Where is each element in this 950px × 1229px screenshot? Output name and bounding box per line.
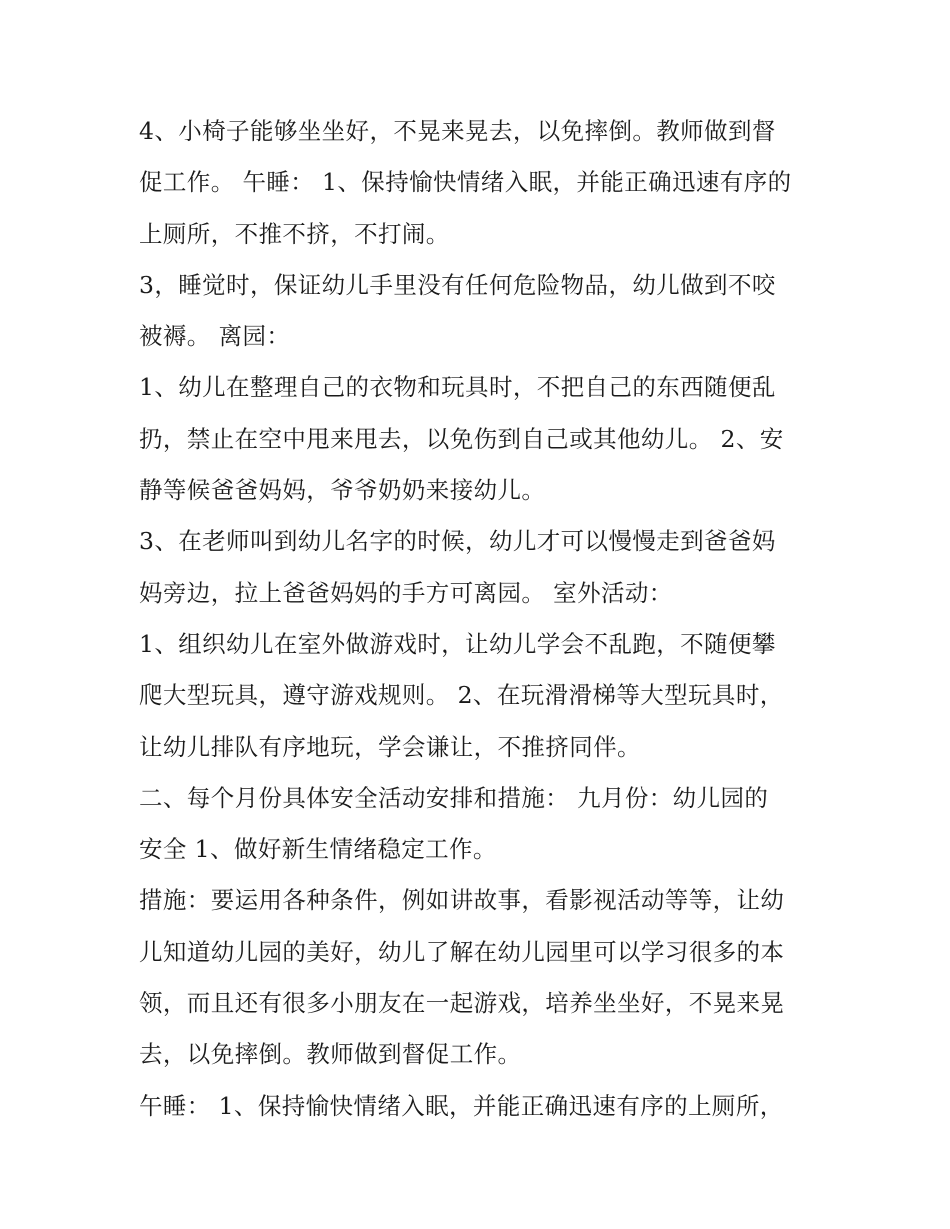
text-line: 1、组织幼儿在室外做游戏时，让幼儿学会不乱跑，不随便攀 bbox=[139, 629, 776, 658]
paragraph-5 bbox=[139, 619, 819, 773]
paragraph-2 bbox=[139, 260, 819, 363]
text-line: 扔，禁止在空中甩来甩去，以免伤到自己或其他幼儿。 2、安 bbox=[139, 424, 784, 453]
text-line: 让幼儿排队有序地玩，学会谦让，不推挤同伴。 bbox=[139, 732, 641, 761]
paragraph-8 bbox=[139, 1081, 819, 1132]
text-line: 妈旁边，拉上爸爸妈妈的手方可离园。 室外活动： bbox=[139, 578, 673, 607]
text-line: 去，以免摔倒。教师做到督促工作。 bbox=[139, 1040, 522, 1069]
text-line: 爬大型玩具，遵守游戏规则。 2、在玩滑滑梯等大型玩具时， bbox=[139, 681, 784, 710]
text-line: 4、小椅子能够坐坐好，不晃来晃去，以免摔倒。教师做到督 bbox=[139, 117, 776, 145]
text-line: 二、每个月份具体安全活动安排和措施： 九月份：幼儿园的 bbox=[139, 783, 769, 812]
document-body bbox=[139, 106, 819, 1132]
text-line: 上厕所，不推不挤，不打闹。 bbox=[139, 219, 450, 248]
text-line: 1、幼儿在整理自己的衣物和玩具时，不把自己的东西随便乱 bbox=[139, 373, 776, 402]
paragraph-1 bbox=[139, 106, 819, 260]
text-line: 被褥。 离园： bbox=[139, 322, 291, 351]
text-line: 安全 1、做好新生情绪稳定工作。 bbox=[139, 835, 497, 864]
paragraph-7 bbox=[139, 875, 819, 1080]
text-line: 儿知道幼儿园的美好，幼儿了解在幼儿园里可以学习很多的本 bbox=[139, 937, 785, 966]
text-line: 促工作。 午睡： 1、保持愉快情绪入眠，并能正确迅速有序的 bbox=[139, 168, 792, 197]
text-line: 午睡： 1、保持愉快情绪入眠，并能正确迅速有序的上厕所， bbox=[139, 1091, 784, 1120]
text-line: 领，而且还有很多小朋友在一起游戏，培养坐坐好，不晃来晃 bbox=[139, 989, 785, 1018]
text-line: 措施：要运用各种条件，例如讲故事，看影视活动等等，让幼 bbox=[139, 886, 785, 915]
text-line: 3、在老师叫到幼儿名字的时候，幼儿才可以慢慢走到爸爸妈 bbox=[139, 527, 776, 556]
text-line: 3，睡觉时，保证幼儿手里没有任何危险物品，幼儿做到不咬 bbox=[139, 270, 776, 299]
text-line: 静等候爸爸妈妈，爷爷奶奶来接幼儿。 bbox=[139, 476, 546, 505]
paragraph-3 bbox=[139, 362, 819, 516]
paragraph-6 bbox=[139, 773, 819, 876]
paragraph-4 bbox=[139, 516, 819, 619]
